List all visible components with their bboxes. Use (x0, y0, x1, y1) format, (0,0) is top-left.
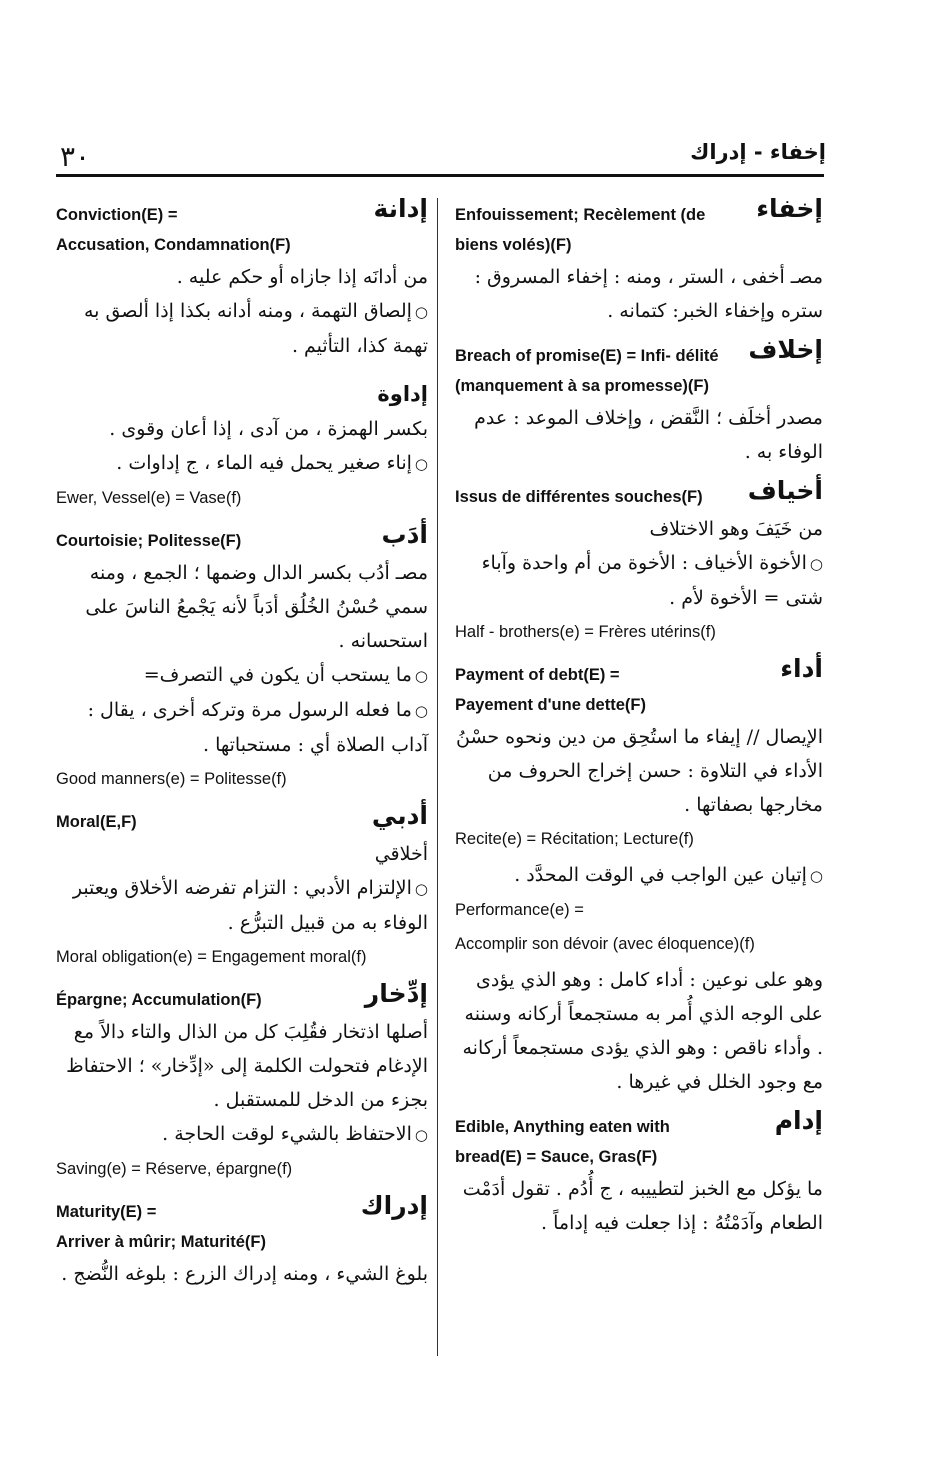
arabic-definition: ما يؤكل مع الخبز لتطييبه ، ج أُدُم . تقول أدَمْت الطعام وآدَمْتُهُ : إذا جعلت فيه إداماً . (462, 1178, 823, 1234)
arabic-definition: من خَيَفَ وهو الاختلاف (649, 518, 823, 540)
translation-line: Performance(e) = (455, 901, 584, 919)
sense-text: إناء صغير يحمل فيه الماء ، ج إداوات . (116, 452, 412, 474)
entry-headword: إخفاء (756, 194, 823, 223)
circle-bullet-icon: ○ (414, 455, 428, 473)
page-number: ٣٠ (60, 140, 91, 173)
entry-headword: إدام (774, 1106, 823, 1135)
translation-line: Good manners(e) = Politesse(f) (56, 770, 287, 788)
entry-idam (455, 1106, 823, 1240)
entry-ikhfa (455, 194, 823, 328)
sense-text: ما يستحب أن يكون في التصرف= (143, 664, 412, 686)
sense-bullet (56, 1117, 428, 1152)
arabic-definition: الإيصال // إيفاء ما استُحِق من دين ونحوه حسْنُ الأداء في التلاوة : حسن إخراج الحروف من مخارجها بصفاتها . (455, 726, 823, 816)
entry-headword: إداوة (377, 382, 428, 406)
entry-headword: إدِّخار (364, 979, 428, 1008)
entry-headword: أدبي (371, 801, 428, 830)
column-divider (437, 198, 438, 1356)
sense-bullet (56, 294, 428, 363)
entry-headword: إخلاف (748, 335, 823, 364)
french-equivalent: Payement d'une dette(F) (455, 696, 646, 714)
arabic-definition: مصـ أدُب بكسر الدال وضمها ؛ الجمع ، ومنه سمي حُسْنُ الخُلُق أدَباً لأنه يَجْمعُ الناسَ على استحسانه . (85, 562, 428, 652)
arabic-definition: مصـ أخفى ، الستر ، ومنه : إخفاء المسروق : ستره وإخفاء الخبر: كتمانه . (474, 266, 823, 322)
entry-iddikhar (56, 979, 428, 1184)
circle-bullet-icon: ○ (414, 880, 428, 898)
sense-bullet (56, 871, 428, 940)
circle-bullet-icon: ○ (414, 702, 428, 720)
sense-bullet (56, 446, 428, 481)
header-rule (56, 174, 824, 177)
sense-text: الاحتفاظ بالشيء لوقت الحاجة . (162, 1123, 412, 1145)
translation-line: Accomplir son dévoir (avec éloquence)(f) (455, 935, 755, 953)
entry-headword: أدَب (381, 520, 428, 549)
entry-headword: إدراك (360, 1191, 428, 1220)
french-equivalent: Issus de différentes souches(F) (455, 488, 703, 506)
translation-line: Recite(e) = Récitation; Lecture(f) (455, 830, 694, 848)
sense-bullet (56, 693, 428, 762)
circle-bullet-icon: ○ (414, 1126, 428, 1144)
english-equivalent: Edible, Anything eaten with bread(E) = Sauce, Gras(F) (455, 1118, 670, 1166)
translation-line: Half - brothers(e) = Frères utérins(f) (455, 623, 716, 641)
translation-line: Saving(e) = Réserve, épargne(f) (56, 1160, 293, 1178)
english-equivalent: Conviction(E) = (56, 206, 178, 224)
sense-text: إتيان عين الواجب في الوقت المحدَّد . (514, 864, 807, 886)
arabic-definition: مصدر أخلَف ؛ النَّقض ، وإخلاف الموعد : عدم الوفاء به . (474, 407, 823, 463)
sense-text: ما فعله الرسول مرة وتركه أخرى ، يقال : آداب الصلاة أي : مستحباتها . (87, 699, 428, 756)
english-equivalent: Breach of promise(E) = Infi- délité (manquement à sa promesse)(F) (455, 347, 719, 395)
circle-bullet-icon: ○ (809, 867, 823, 885)
entry-headword: أداء (780, 654, 823, 683)
circle-bullet-icon: ○ (414, 303, 428, 321)
arabic-definition: أخلاقي (374, 843, 428, 865)
arabic-definition: من أدانَه إذا جازاه أو حكم عليه . (176, 266, 428, 288)
sense-text: الأخوة الأخياف : الأخوة من أم واحدة وآباء شتى = الأخوة لأم . (481, 552, 823, 609)
entry-idawa (56, 376, 428, 513)
sense-bullet (455, 546, 823, 615)
sense-text: الإلتزام الأدبي : التزام تفرضه الأخلاق ويعتبر الوفاء به من قبيل التبرُّع . (72, 877, 428, 934)
sense-bullet (455, 858, 823, 893)
english-equivalent: Payment of debt(E) = (455, 666, 620, 684)
running-title: إخفاء - إدراك (690, 140, 826, 164)
french-equivalent: Accusation, Condamnation(F) (56, 236, 291, 254)
arabic-definition: أصلها اذتخار فقُلِبَ كل من الذال والتاء دالاً مع الإدغام فتحولت الكلمة إلى «إدِّخار» ؛ الاحتفاظ بجزء من الدخل للمستقبل . (66, 1021, 428, 1111)
circle-bullet-icon: ○ (809, 555, 823, 573)
english-equivalent: Moral(E,F) (56, 813, 137, 831)
sense-text: إلصاق التهمة ، ومنه أدانه بكذا إذا ألصق به تهمة كذا، التأثيم . (83, 300, 428, 357)
arabic-definition: بكسر الهمزة ، من آدى ، إذا أعان وقوى . (109, 418, 428, 440)
entry-ada (455, 654, 823, 1099)
entry-headword: إدانة (373, 194, 428, 223)
arabic-definition: بلوغ الشيء ، ومنه إدراك الزرع : بلوغه النُّضج . (61, 1263, 428, 1285)
left-column (56, 194, 428, 1304)
arabic-definition: وهو على نوعين : أداء كامل : وهو الذي يؤدى على الوجه الذي أُمر به مستجمعاً أركانه وسننه . وأداء ناقص : وهو الذي يؤدى مستجمعاً أركانه مع وجود الخلل في غيرها . (462, 969, 823, 1093)
right-column (455, 194, 823, 1253)
entry-ikhlaf (455, 335, 823, 469)
circle-bullet-icon: ○ (414, 667, 428, 685)
translation-line: Ewer, Vessel(e) = Vase(f) (56, 489, 242, 507)
french-equivalent: Courtoisie; Politesse(F) (56, 532, 242, 550)
entry-adab (56, 520, 428, 794)
entry-idana (56, 194, 428, 363)
entry-akhyaf (455, 476, 823, 647)
french-equivalent: Arriver à mûrir; Maturité(F) (56, 1233, 266, 1251)
french-equivalent: Enfouissement; Recèlement (de biens volés)(F) (455, 206, 706, 254)
sense-bullet (56, 658, 428, 693)
entry-idrak (56, 1191, 428, 1291)
translation-line: Moral obligation(e) = Engagement moral(f) (56, 948, 367, 966)
english-equivalent: Maturity(E) = (56, 1203, 157, 1221)
entry-adabi (56, 801, 428, 972)
french-equivalent: Épargne; Accumulation(F) (56, 991, 262, 1009)
entry-headword: أخياف (747, 476, 823, 505)
